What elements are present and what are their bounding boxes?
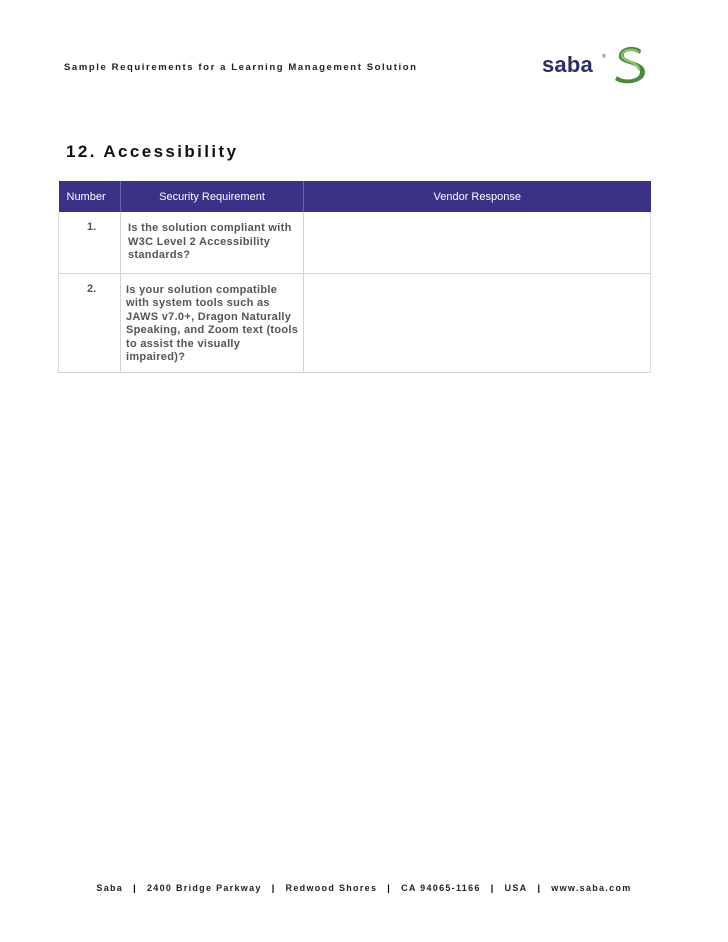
saba-s-logo-icon bbox=[612, 44, 648, 84]
row-number: 1. bbox=[59, 212, 121, 273]
footer-state-zip: CA 94065-1166 bbox=[401, 883, 481, 893]
document-footer bbox=[0, 883, 728, 893]
saba-logo bbox=[542, 44, 650, 84]
document-header-title: Sample Requirements for a Learning Management Solution bbox=[64, 62, 418, 73]
table-row bbox=[59, 212, 651, 273]
table-row bbox=[59, 273, 651, 373]
requirement-text: Is your solution compatible with system tools such as JAWS v7.0+, Dragon Naturally Speaking, and Zoom text (tools to assist the visually impaired)? bbox=[121, 273, 304, 373]
footer-separator: | bbox=[271, 883, 276, 893]
footer-separator: | bbox=[133, 883, 137, 893]
table-header-row bbox=[59, 181, 651, 212]
footer-street: 2400 Bridge Parkway bbox=[146, 883, 262, 893]
footer-city: Redwood Shores bbox=[285, 883, 378, 893]
footer-website-link[interactable]: www.saba.com bbox=[551, 883, 632, 893]
footer-separator: | bbox=[490, 883, 495, 893]
vendor-response-cell[interactable] bbox=[304, 212, 651, 273]
footer-company: Saba bbox=[96, 883, 124, 893]
requirement-text: Is the solution compliant with W3C Level 2 Accessibility standards? bbox=[121, 212, 304, 273]
row-number: 2. bbox=[59, 273, 121, 373]
requirements-table bbox=[58, 181, 651, 373]
column-header-requirement: Security Requirement bbox=[121, 181, 304, 212]
column-header-vendor-response: Vendor Response bbox=[304, 181, 651, 212]
footer-country: USA bbox=[504, 883, 528, 893]
vendor-response-cell[interactable] bbox=[304, 273, 651, 373]
registered-mark: ® bbox=[602, 54, 606, 60]
footer-separator: | bbox=[537, 883, 542, 893]
column-header-number: Number bbox=[59, 181, 121, 212]
footer-separator: | bbox=[387, 883, 392, 893]
logo-wordmark: saba bbox=[542, 52, 593, 77]
section-title: 12. Accessibility bbox=[66, 142, 239, 161]
